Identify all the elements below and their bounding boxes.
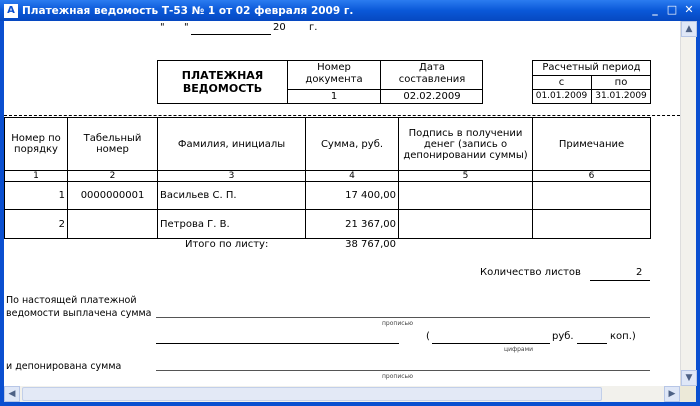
col-number: 4 [306, 171, 399, 182]
document-area [4, 21, 680, 386]
paid-in-words-line[interactable] [156, 317, 650, 318]
cell-tab-number [68, 210, 158, 239]
total-value: 38 767,00 [345, 239, 396, 250]
deposited-in-words-line[interactable] [156, 370, 650, 371]
scroll-right-icon[interactable]: ▶ [664, 386, 680, 402]
period-to: 31.01.2009 [595, 91, 647, 101]
paid-label: По настоящей платежной ведомости выплачена сумма [6, 295, 152, 319]
window-title: Платежная ведомость Т-53 № 1 от 02 февраля 2009 г. [22, 4, 354, 17]
col-header: Номер по порядку [5, 118, 68, 171]
cell-index: 1 [5, 182, 68, 210]
sheets-underline [590, 280, 650, 281]
doc-date-label: Дата составления [398, 62, 466, 85]
title-bar [0, 0, 700, 21]
col-header: Фамилия, инициалы [158, 118, 306, 171]
maximize-button[interactable]: □ [666, 3, 678, 16]
rub-label: руб. [552, 331, 574, 342]
doc-number-value: 1 [330, 91, 338, 102]
minimize-button[interactable]: _ [652, 3, 658, 16]
cell-sum: 21 367,00 [306, 210, 399, 239]
close-button[interactable]: ✕ [684, 3, 694, 16]
paid-rub-line[interactable] [432, 343, 550, 344]
period-from-label: с [558, 77, 565, 88]
in-words-caption-2: прописью [382, 373, 414, 380]
paid-words-line-2[interactable] [156, 343, 399, 344]
cell-index: 2 [5, 210, 68, 239]
date-quote-open: " [160, 22, 165, 33]
doc-number-label: Номер документа [305, 62, 363, 85]
period-to-label: по [614, 77, 628, 88]
period-label: Расчетный период [542, 62, 641, 73]
table-header-row [5, 118, 651, 171]
col-number: 2 [68, 171, 158, 182]
period-from: 01.01.2009 [535, 91, 588, 101]
cell-name: Петрова Г. В. [158, 210, 306, 239]
table-row[interactable] [5, 210, 651, 239]
sheets-value: 2 [636, 267, 643, 278]
doc-date-value: 02.02.2009 [403, 91, 461, 102]
col-header: Примечание [533, 118, 651, 171]
paid-kop-line[interactable] [577, 343, 607, 344]
vertical-scrollbar[interactable] [680, 21, 696, 386]
in-words-caption: прописью [382, 320, 414, 327]
open-paren: ( [426, 331, 430, 342]
in-digits-caption: цифрами [504, 346, 534, 353]
cell-name: Васильев С. П. [158, 182, 306, 210]
cut-line [4, 115, 680, 116]
col-header: Сумма, руб. [306, 118, 399, 171]
cell-note [533, 210, 651, 239]
col-header: Подпись в получении денег (запись о депонировании суммы) [399, 118, 533, 171]
date-quote-close: " [184, 22, 189, 33]
horizontal-scrollbar[interactable] [4, 386, 680, 402]
cell-signature [399, 182, 533, 210]
col-number: 3 [158, 171, 306, 182]
cell-signature [399, 210, 533, 239]
divider [287, 89, 483, 90]
cell-tab-number: 0000000001 [68, 182, 158, 210]
col-header: Табельный номер [68, 118, 158, 171]
scroll-up-icon[interactable]: ▲ [681, 21, 697, 37]
date-year: 20 [273, 22, 286, 33]
table-row[interactable] [5, 182, 651, 210]
col-number-row [5, 171, 651, 182]
deposited-label: и депонирована сумма [6, 361, 122, 372]
scroll-corner [680, 386, 696, 402]
scroll-down-icon[interactable]: ▼ [681, 370, 697, 386]
total-label: Итого по листу: [185, 239, 269, 250]
scroll-thumb[interactable] [22, 387, 602, 401]
date-g: г. [309, 22, 318, 33]
payroll-table [4, 117, 651, 239]
scroll-left-icon[interactable]: ◀ [4, 386, 20, 402]
date-underline [191, 34, 271, 35]
sheets-label: Количество листов [480, 267, 581, 278]
cell-sum: 17 400,00 [306, 182, 399, 210]
col-number: 1 [5, 171, 68, 182]
form-title: ПЛАТЕЖНАЯ ВЕДОМОСТЬ [181, 69, 264, 95]
cell-note [533, 182, 651, 210]
col-number: 5 [399, 171, 533, 182]
col-number: 6 [533, 171, 651, 182]
kop-label: коп.) [610, 331, 636, 342]
app-icon: A [4, 4, 18, 18]
